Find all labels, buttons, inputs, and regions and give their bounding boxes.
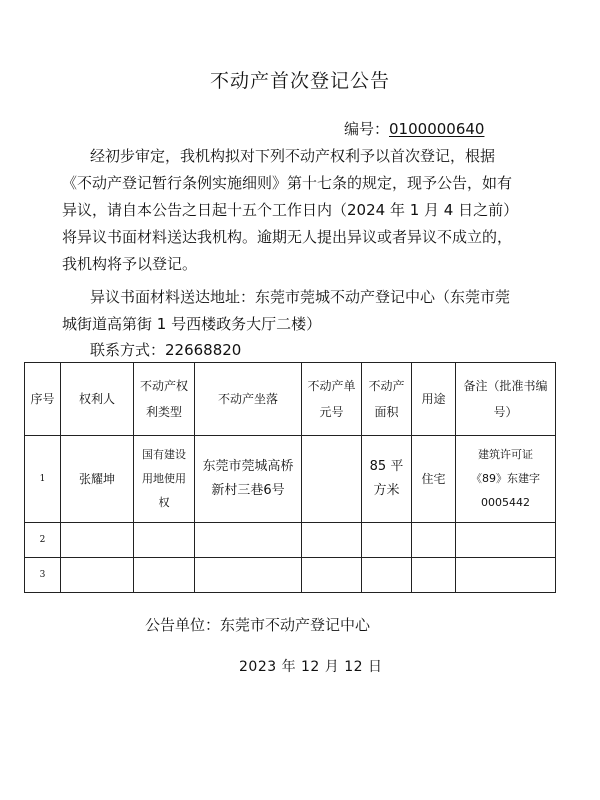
cell-location bbox=[195, 523, 302, 558]
remark-line: 《89》东建字 bbox=[471, 472, 540, 485]
reference-number-value: 0100000640 bbox=[389, 120, 485, 138]
cell-remark bbox=[456, 558, 556, 593]
objection-address-paragraph: 异议书面材料送达地址：东莞市莞城不动产登记中心（东莞市莞城街道高第街 1 号西楼政务大厅二楼） bbox=[62, 288, 511, 333]
cell-usage: 住宅 bbox=[412, 436, 456, 523]
header-location: 不动产坐落 bbox=[195, 363, 302, 436]
cell-area bbox=[362, 523, 412, 558]
cell-right-type: 国有建设用地使用权 bbox=[134, 436, 195, 523]
cell-location bbox=[195, 558, 302, 593]
cell-usage bbox=[412, 558, 456, 593]
table-row bbox=[25, 523, 556, 558]
cell-right-type bbox=[134, 558, 195, 593]
table-header-row bbox=[25, 363, 556, 436]
cell-holder bbox=[61, 558, 134, 593]
remark-line: 0005442 bbox=[481, 496, 530, 509]
header-usage: 用途 bbox=[412, 363, 456, 436]
header-index: 序号 bbox=[25, 363, 61, 436]
header-holder: 权利人 bbox=[61, 363, 134, 436]
issuer-line: 公告单位：东莞市不动产登记中心 bbox=[145, 616, 371, 634]
cell-unit-number bbox=[302, 523, 362, 558]
registration-table bbox=[24, 362, 556, 593]
cell-index: 1 bbox=[25, 436, 61, 523]
contact-line: 联系方式：22668820 bbox=[90, 341, 242, 359]
cell-remark bbox=[456, 436, 556, 523]
announcement-paragraph: 经初步审定，我机构拟对下列不动产权利予以首次登记，根据《不动产登记暂行条例实施细则》第十七条的规定，现予公告，如有异议，请自本公告之日起十五个工作日内（2024 年 1 月 4 日之前）将异议书面材料送达我机构。逾期无人提出异议或者异议不成立的，我机构将予以登记。 bbox=[62, 147, 519, 273]
page-title: 不动产首次登记公告 bbox=[209, 70, 390, 92]
header-remark: 备注（批准书编 号） bbox=[456, 363, 556, 436]
header-unit-number: 不动产单 元号 bbox=[302, 363, 362, 436]
cell-area: 85 平方米 bbox=[362, 436, 412, 523]
cell-usage bbox=[412, 523, 456, 558]
reference-number bbox=[344, 118, 484, 139]
table-row bbox=[25, 558, 556, 593]
reference-label: 编号： bbox=[344, 120, 390, 138]
cell-location: 东莞市莞城高桥新村三巷6号 bbox=[195, 436, 302, 523]
header-right-type: 不动产权 利类型 bbox=[134, 363, 195, 436]
cell-remark bbox=[456, 523, 556, 558]
cell-unit-number bbox=[302, 436, 362, 523]
table-row bbox=[25, 436, 556, 523]
issue-date: 2023 年 12 月 12 日 bbox=[239, 659, 383, 675]
header-area: 不动产 面积 bbox=[362, 363, 412, 436]
cell-holder bbox=[61, 523, 134, 558]
cell-right-type bbox=[134, 523, 195, 558]
cell-index: 3 bbox=[25, 558, 61, 593]
cell-holder: 张耀坤 bbox=[61, 436, 134, 523]
cell-index: 2 bbox=[25, 523, 61, 558]
cell-area bbox=[362, 558, 412, 593]
remark-line: 建筑许可证 bbox=[478, 448, 533, 461]
cell-unit-number bbox=[302, 558, 362, 593]
